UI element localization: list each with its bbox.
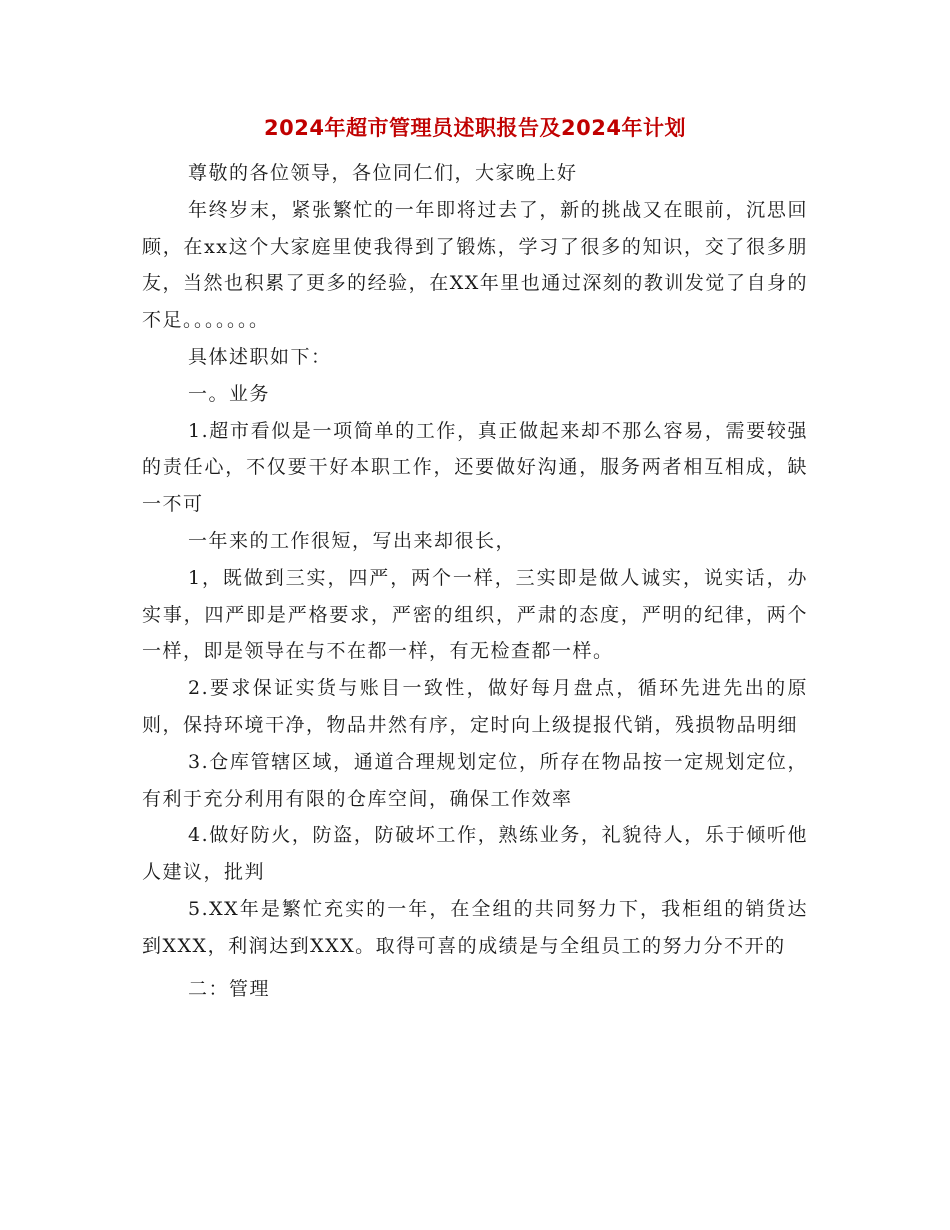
paragraph-principles: 1，既做到三实，四严，两个一样，三实即是做人诚实，说实话，办实事，四严即是严格要求，严密的组织，严肃的态度，严明的纪律，两个一样，即是领导在与不在都一样，有无检查都一样。: [142, 566, 808, 663]
paragraph-item-4: 4.做好防火，防盗，防破坏工作，熟练业务，礼貌待人，乐于倾听他人建议，批判: [142, 824, 808, 884]
paragraph-item-2: 2.要求保证实货与账目一致性，做好每月盘点，循环先进先出的原则，保持环境干净，物品井然有序，定时向上级提报代销，残损物品明细: [142, 677, 808, 736]
document-body: [142, 155, 808, 1007]
section-heading-business: 一。业务: [188, 382, 271, 405]
paragraph-intro: 年终岁末，紧张繁忙的一年即将过去了，新的挑战又在眼前，沉思回顾，在xx这个大家庭里使我得到了锻炼，学习了很多的知识，交了很多朋友，当然也积累了更多的经验，在XX年里也通过深刻的教训发觉了自身的不足。。。。。。。: [142, 198, 808, 332]
paragraph-year-summary: 一年来的工作很短，写出来却很长，: [188, 529, 517, 552]
document-title: 2024年超市管理员述职报告及2024年计划: [264, 116, 686, 140]
paragraph-overview: 具体述职如下：: [188, 345, 332, 368]
section-heading-management: 二：管理: [188, 977, 271, 1000]
paragraph-item-1: 1.超市看似是一项简单的工作，真正做起来却不那么容易，需要较强的责任心，不仅要干好本职工作，还要做好沟通，服务两者相互相成，缺一不可: [142, 419, 808, 516]
paragraph-item-3: 3.仓库管辖区域，通道合理规划定位，所存在物品按一定规划定位，有利于充分利用有限的仓库空间，确保工作效率: [142, 750, 808, 810]
paragraph-greeting: 尊敬的各位领导，各位同仁们，大家晚上好: [188, 162, 578, 184]
paragraph-item-5: 5.XX年是繁忙充实的一年，在全组的共同努力下，我柜组的销货达到XXX，利润达到XXX。取得可喜的成绩是与全组员工的努力分不开的: [142, 897, 808, 957]
